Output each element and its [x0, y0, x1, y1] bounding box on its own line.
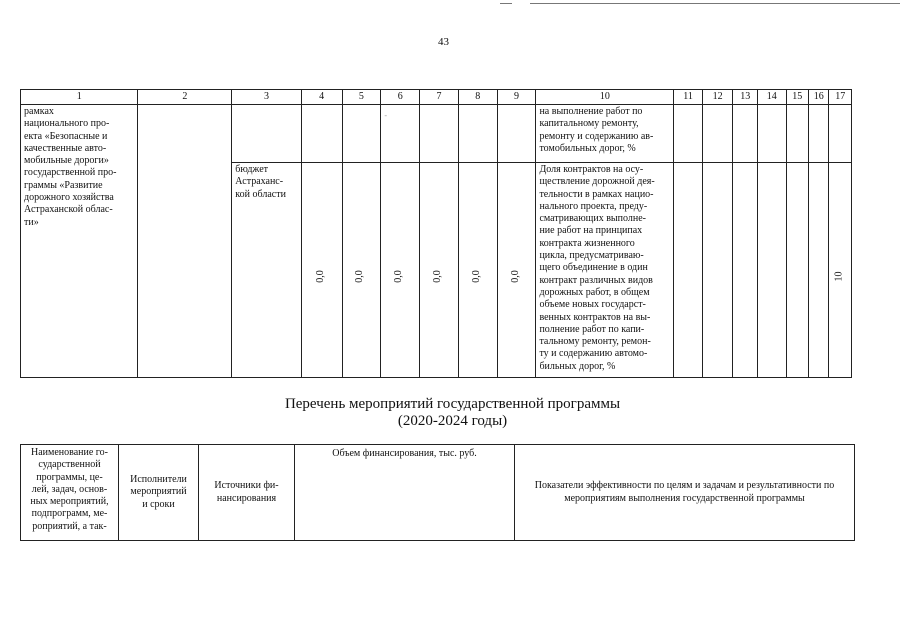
page-number: 43 — [438, 36, 449, 48]
empty-cell — [829, 105, 852, 163]
value-cell — [458, 163, 497, 378]
column-header: 6 — [381, 90, 420, 105]
empty-cell — [786, 163, 808, 378]
empty-cell — [733, 163, 758, 378]
empty-cell — [458, 105, 497, 163]
value-text: 0,0 — [392, 270, 404, 283]
indicator-description-cell: Доля контрактов на осу- ществление дорожной дея- тельности в рамках нацио- нального проекта, преду- сматривающих выполне- ние работ на принципах контракта жизненного цикла, предусматриваю- щего объединение в один контракт различных видов дорожных работ, в общем объеме новых государст- венных контрактов на вы- полнение работ по капи- тальному ремонту, ремон- ту и содержанию автомо- бильных дорог, % — [536, 163, 674, 378]
column-header: 9 — [497, 90, 536, 105]
empty-cell — [420, 105, 459, 163]
target-value-cell — [829, 163, 852, 378]
column-header: 14 — [757, 90, 786, 105]
header-row — [21, 90, 852, 105]
empty-cell — [232, 105, 301, 163]
column-header: 13 — [733, 90, 758, 105]
empty-cell — [138, 105, 232, 378]
table-row — [21, 105, 852, 163]
section-subtitle: (2020-2024 годы) — [397, 413, 508, 429]
column-header: 1 — [21, 90, 138, 105]
section-title: Перечень мероприятий государственной программы — [284, 396, 621, 412]
header-funding-sources: Источники фи- нансирования — [199, 445, 295, 541]
header-program-name: Наименование го- сударственной программы, це- лей, задач, основ- ных мероприятий, подпрограмм, ме- роприятий, а так- — [21, 445, 119, 541]
empty-cell — [702, 105, 733, 163]
value-text: 0,0 — [354, 270, 366, 283]
funding-source-cell: бюджет Астраханс- кой области — [232, 163, 301, 378]
activities-table-header — [20, 444, 855, 541]
column-header: 3 — [232, 90, 301, 105]
column-header: 15 — [786, 90, 808, 105]
empty-cell — [674, 105, 703, 163]
column-header: 16 — [808, 90, 828, 105]
value-cell — [381, 163, 420, 378]
scan-edge-line — [530, 3, 900, 4]
column-header: 11 — [674, 90, 703, 105]
scan-edge-mark — [500, 3, 512, 4]
header-row — [21, 445, 855, 541]
column-header: 8 — [458, 90, 497, 105]
value-text: 0,0 — [509, 270, 521, 283]
value-cell — [301, 163, 342, 378]
empty-cell — [808, 163, 828, 378]
value-cell — [420, 163, 459, 378]
indicator-table — [20, 89, 852, 378]
empty-cell: - — [381, 105, 420, 163]
column-header: 4 — [301, 90, 342, 105]
empty-cell — [757, 105, 786, 163]
header-funding-volume: Объем финансирования, тыс. руб. — [295, 445, 515, 541]
empty-cell — [733, 105, 758, 163]
column-header: 17 — [829, 90, 852, 105]
column-header: 5 — [342, 90, 381, 105]
empty-cell — [786, 105, 808, 163]
value-text: 0,0 — [431, 270, 443, 283]
empty-cell — [342, 105, 381, 163]
header-executors: Исполнители мероприятий и сроки — [119, 445, 199, 541]
target-value-text: 10 — [833, 271, 845, 282]
empty-cell — [702, 163, 733, 378]
column-header: 10 — [536, 90, 674, 105]
value-text: 0,0 — [470, 270, 482, 283]
empty-cell — [757, 163, 786, 378]
value-text: 0,0 — [314, 270, 326, 283]
empty-cell — [674, 163, 703, 378]
empty-cell — [808, 105, 828, 163]
header-efficiency-indicators: Показатели эффективности по целям и задачам и результативности по мероприятиям выполнения государственной программы — [515, 445, 855, 541]
value-cell — [342, 163, 381, 378]
column-header: 2 — [138, 90, 232, 105]
indicator-description-cell: на выполнение работ по капитальному ремонту, ремонту и содержанию ав- томобильных дорог, % — [536, 105, 674, 163]
program-name-cell: рамках национального про- екта «Безопасные и качественные авто- мобильные дороги» государственной про- граммы «Развитие дорожного хозяйства Астраханской облас- ти» — [21, 105, 138, 378]
empty-cell — [497, 105, 536, 163]
empty-cell — [301, 105, 342, 163]
column-header: 7 — [420, 90, 459, 105]
column-header: 12 — [702, 90, 733, 105]
value-cell — [497, 163, 536, 378]
